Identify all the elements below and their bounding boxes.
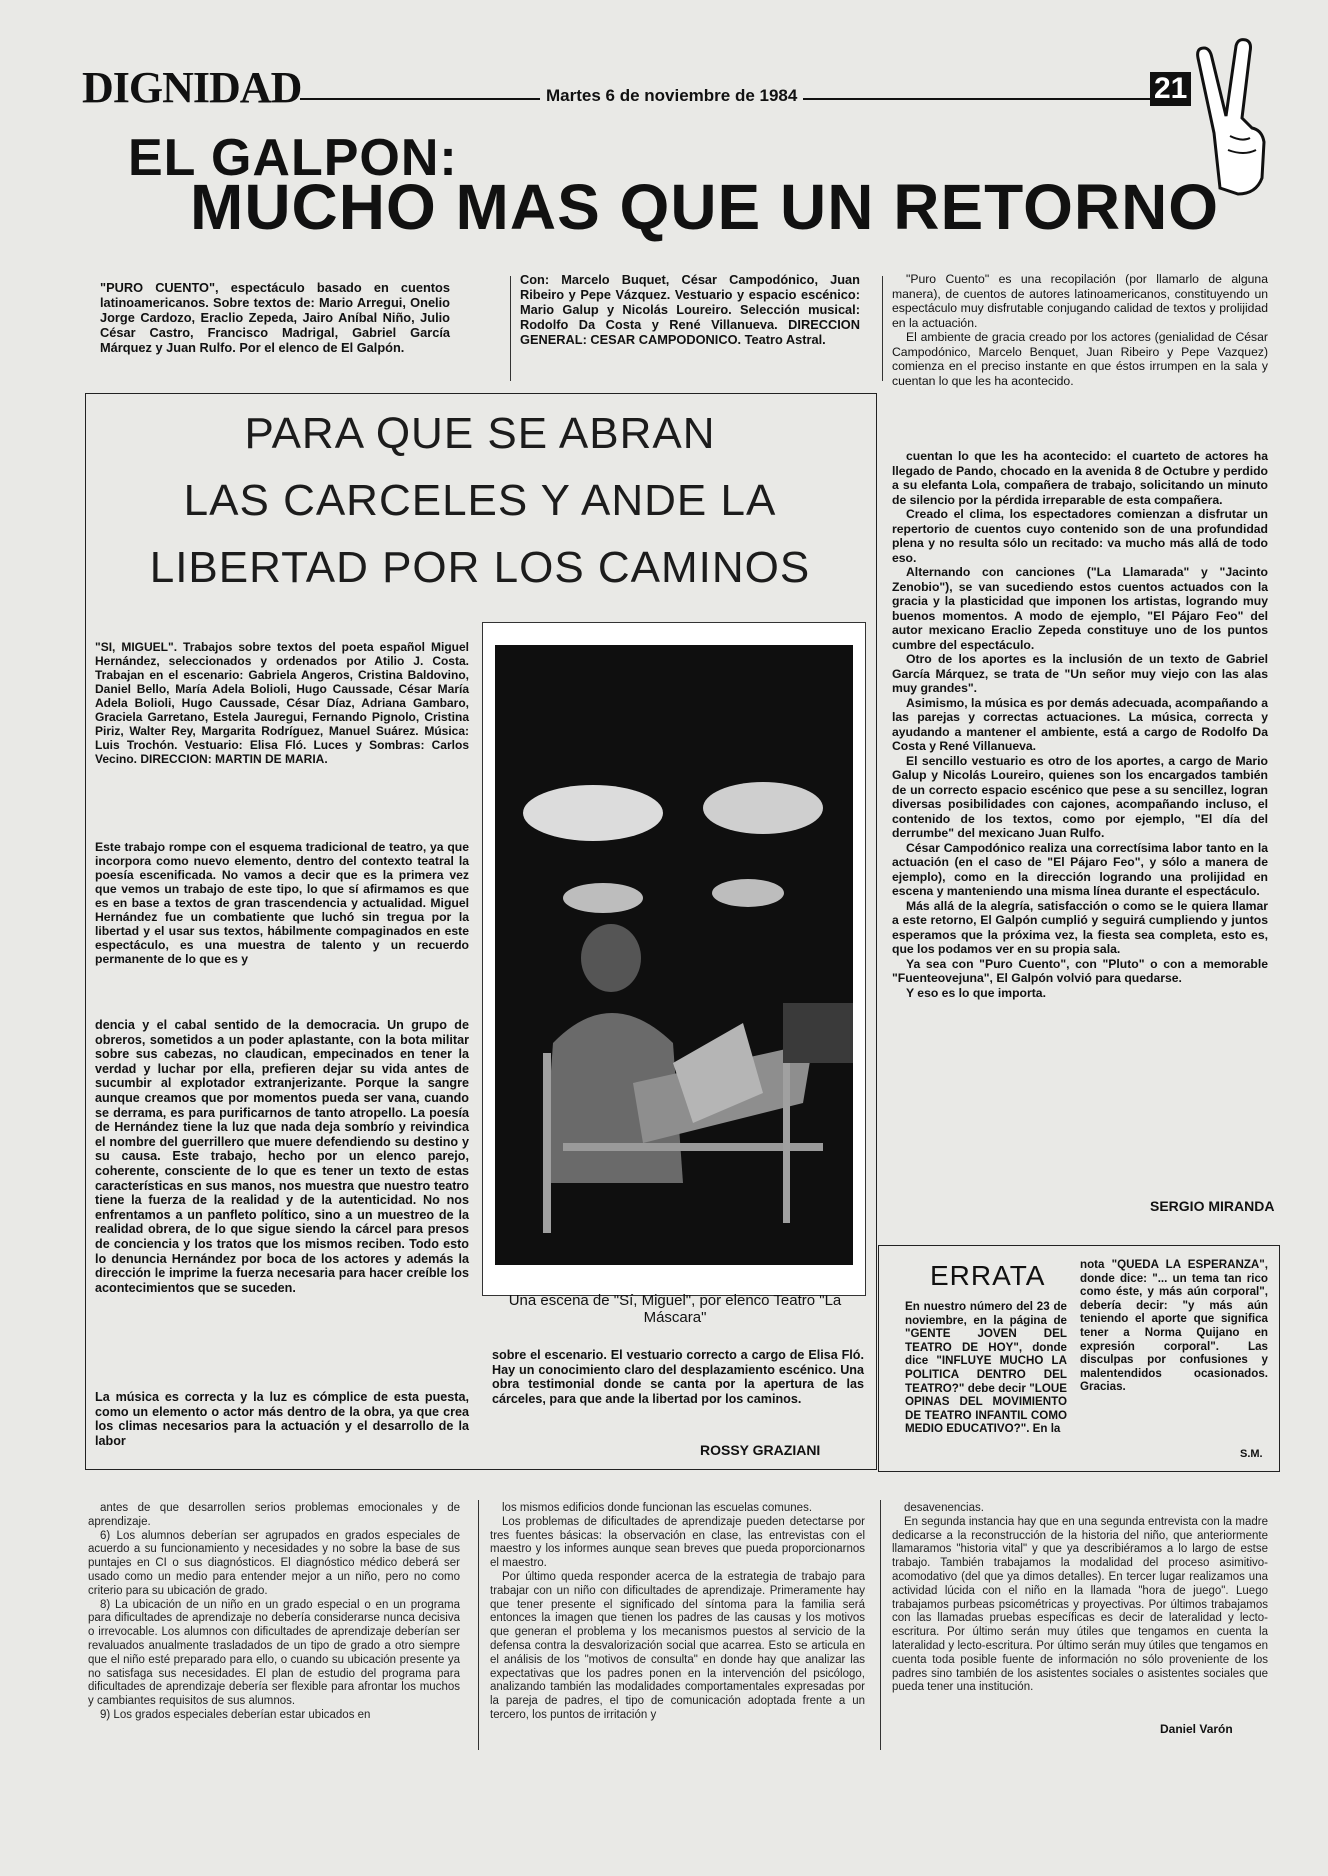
paragraph: Ya sea con "Puro Cuento", con "Pluto" o con a memorable "Fuenteovejuna", El Galpón volvió para quedarse. [892,956,1268,985]
paragraph: César Campodónico realiza una correctísima labor tanto en la actuación (en el caso de "El Pájaro Feo", y sólo a manera de ejemplo), como en la dirección logrando una prolijidad en escena y manteniendo una misma línea durante el espectáculo. [892,840,1268,898]
paragraph: 9) Los grados especiales deberían estar ubicados en [100,1708,371,1721]
newspaper-logo: DIGNIDAD [82,63,302,112]
stage-photo-image [483,623,865,1295]
photo-caption: Una escena de "Sí, Miguel", por elenco Teatro "La Máscara" [508,1292,842,1326]
lower-article-byline: Daniel Varón [1160,1722,1233,1736]
paragraph: 6) Los alumnos deberían ser agrupados en grados especiales de acuerdo a su funcionamiento y necesidades y no sobre la base de sus puntajes en CI o sus diagnósticos. El diagnóstico médico deberá ser usado como un medio para entender mejor a un niño, pero no como criterio para su ubicación de grado. [88,1529,460,1597]
paragraph: El ambiente de gracia creado por los actores (genialidad de César Campodónico, Marcelo Benquet, Juan Ribeiro y Pepe Vazquez) comienza en el preciso instante en que éstos irrumpen en la sala y cuentan lo que les ha acontecido. [892,330,1268,388]
boxed-article-body-top: Este trabajo rompe con el esquema tradicional de teatro, ya que incorpora como nuevo elemento, dentro del contexto teatral la poesía escenificada. No vamos a decir que es la primera vez que vemos un trabajo de este tipo, lo que sí afirmamos es que es en base a textos de gran trascendencia y actualidad. Miguel Hernández fue un combatiente que luchó sin tregua por la libertad y el usar sus textos, hábilmente compaginados en este espectáculo, es una muestra de talento y un recuerdo permanente de lo que es y [95,840,469,966]
paragraph: Y eso es lo que importa. [906,985,1046,1000]
review-column-top [892,272,1268,388]
review-intro: "PURO CUENTO", espectáculo basado en cuentos latinoamericanos. Sobre textos de: Mario Arregui, Onelio Jorge Cardozo, Eraclio Zepeda, Jairo Aníbal Niño, Julio César Castro, Francisco Madrigal, Gabriel García Márquez y Juan Rulfo. Por el elenco de El Galpón. [100,280,450,355]
boxed-article-body: dencia y el cabal sentido de la democracia. Un grupo de obreros, sometidos a un poder aplastante, con la bota militar sobre sus cabezas, no claudican, empecinados en tener la verdad y luchar por ella, prefieren dejar su vida antes de sucumbir al explotador extranjerizante. Porque la sangre aunque creamos que por momentos pueda ser vana, cuando se derrama, es para purificarnos de tanto atropello. La poesía de Hernández tiene la luz que nada deja sombrío y reivindica el nombre del guerrillero que muere defendiendo su destino y su causa. Este trabajo, hecho por un elenco parejo, coherente, consciente de lo que es tener un texto de estas características en sus manos, nos muestra que nuestro teatro tiene la fuerza de la realidad y de la autenticidad. No nos enfrentamos a un panfleto político, sino a un muestreo de la realidad obrera, de lo que sigue siendo la cárcel para presos de conciencia y los tratos que los mismos reciben. Todo esto lo denuncia Hernández por boca de los actores y además la dirección le imprime la fuerza necesaria para hacer creíble los acontecimientos que se suceden. [95,1018,469,1295]
lower-article-column-1 [88,1502,460,1723]
boxed-article-body-end: La música es correcta y la luz es cómplice de esta puesta, como un elemento o actor más dentro de la obra, ya que crea los climas necesarios para la actuación y el desarrollo de la labor [95,1390,469,1448]
headline-line: PARA QUE SE ABRAN [244,409,716,458]
headline-kicker: EL GALPON: [128,129,458,187]
paragraph: "Puro Cuento" es una recopilación (por llamarlo de alguna manera), de cuentos de autores latinoamericanos, constituyendo un espectáculo muy disfrutable conjugando calidad de textos y prolijidad en la actuación. [892,272,1268,330]
headline-line: LAS CARCELES Y ANDE LA [183,476,777,525]
review-column-main [892,449,1268,1000]
column-rule [478,1500,479,1750]
column-rule [880,1500,881,1750]
errata-text-right: nota "QUEDA LA ESPERANZA", donde dice: "... un tema tan rico como éste, y más aún corporal", debería decir: "y más aún teniendo el aporte que significa tener a Norma Quijano en expresión corporal". Las disculpas por confusiones y malentendidos ocasionados. Gracias. [1080,1258,1268,1394]
paragraph: desavenencias. [904,1502,984,1514]
paragraph: 8) La ubicación de un niño en un grado especial o en un programa para dificultades de aprendizaje no debería considerarse nunca decisiva o irrevocable. Los alumnos con dificultades de aprendizaje deberían ser revaluados anualmente trasladados de un tipo de grado a otro siempre que el niño esté preparado para ello, o cuando su ubicación presente ya no satisfaga sus necesidades. El plan de estudio del programa para dificultades de aprendizaje debería ser flexible para afrontar los muchos y cambiantes requisitos de sus alumnos. [88,1598,460,1708]
column-rule [510,276,511,381]
errata-title: ERRATA [930,1260,1046,1291]
page-number: 21 [1150,72,1191,106]
paragraph: Otro de los aportes es la inclusión de un texto de Gabriel García Márquez, se trata de "Un señor muy viejo con las alas muy grandes". [892,652,1268,695]
paragraph: El sencillo vestuario es otro de los aportes, a cargo de Mario Galup y Nicolás Loureiro, quienes son los encargados también de un correcto espacio escénico que pese a su sencillez, logran diversas posibilidades con cajones, acompañando incluso, el contenido de los textos, como por ejemplo, "El día del derrumbe" del mexicano Juan Rulfo. [892,753,1268,840]
lower-article-column-2 [490,1502,865,1723]
boxed-article-credits: "SI, MIGUEL". Trabajos sobre textos del poeta español Miguel Hernández, seleccionados y ordenados por Atilio J. Costa. Trabajan en el escenario: Gabriela Angeros, Cristina Baldovino, Daniel Bello, María Adela Bolioli, Hugo Caussade, César María Adela Bolioli, Hugo Caussade, César Díaz, Adriana Gambaro, Graciela Garretano, Estela Jauregui, Fernando Pignolo, Cristina Piriz, Walter Rey, Margarita Rodríguez, Manuel Suárez. Música: Luis Trochón. Vestuario: Elisa Fló. Luces y Sombras: Carlos Vecino. DIRECCION: MARTIN DE MARIA. [95,640,469,766]
paragraph: los mismos edificios donde funcionan las escuelas comunes. [502,1502,813,1514]
review-credits: Con: Marcelo Buquet, César Campodónico, Juan Ribeiro y Pepe Vázquez. Vestuario y espacio escénico: Mario Galup y Nicolás Loureiro. Selección musical: Rodolfo Da Costa y René Villanueva. DIRECCION GENERAL: CESAR CAMPODONICO. Teatro Astral. [520,272,860,347]
errata-signature: S.M. [1240,1448,1263,1460]
headline-line: LIBERTAD POR LOS CAMINOS [149,543,811,592]
paragraph: cuentan lo que les ha acontecido: el cuarteto de actores ha llegado de Pando, chocado en la avenida 8 de Octubre y perdido a su elefanta Lola, compañera de trabajo, solicitando un minuto de silencio por la pérdida irreparable de esta compañera. [892,449,1268,507]
lower-article-column-3 [892,1502,1268,1695]
paragraph: Por último queda responder acerca de la estrategia de trabajo para trabajar con un niño con dificultades de aprendizaje. Primeramente hay que tener presente el significado del síntoma para la familia será entonces la imagen que tienen los padres de las causas y los motivos que generan el problema y los mecanismos puestos al servicio de la defensa contra la desvalorización social que acarrea. Esto se articula en el análisis de los "motivos de consulta" en donde hay que analizar las expectativas que los padres ponen en la intervención del psicólogo, analizando también las modalidades comportamentales expresadas por la pareja de padres, el tipo de comunicación adoptada frente a un tercero, los puntos de irritación y [490,1570,865,1721]
stage-photo [482,622,866,1296]
paragraph: antes de que desarrollen serios problemas emocionales y de aprendizaje. [88,1502,460,1528]
paragraph: Más allá de la alegría, satisfacción o como se le quiera llamar a este retorno, El Galpón cumplió y seguirá cumpliendo y juntos esperamos que la próxima vez, la fiesta sea completa, esto es, que los podamos ver en su propia sala. [892,898,1268,956]
paragraph: Creado el clima, los espectadores comienzan a disfrutar un repertorio de cuentos cuyo contenido son de una profundidad plena y no resulta sólo un recitado: va mucho más allá de todo eso. [892,507,1268,565]
review-byline: SERGIO MIRANDA [1150,1198,1275,1214]
paragraph: Asimismo, la música es por demás adecuada, acompañando a las parejas y correctas actuaciones. La música, correcta y ayudando a mantener el ambiente, está a cargo de Rodolfo Da Costa y René Villanueva. [892,695,1268,753]
boxed-article-headline [95,400,865,601]
paragraph: En segunda instancia hay que en una segunda entrevista con la madre dedicarse a la reconstrucción de la historia del niño, que anteriormente llamaramos "historia vital" y que ya describiéramos a lo largo de estse trabajo. También trabajamos la modalidad del proceso asimitivo-acomodativo (del que ya dimos detalles). En tercer lugar realizamos una actividad lúcida con el niño en la llamada "hora de juego". Luego trabajamos purbeas psicométricas y proyectivas. Por últimos trabajamos con las llamadas pruebas específicas es decir de lateralidad y lecto-escritura. Por último serán muy útiles que tengamos en cuenta la lateralidad y lecto-escritura. Por último serán muy útiles que tengamos en cuenta toda posible fuente de información no sólo proveniente de los padres sino también de los asistentes sociales o asistentes sociales que pueda tener una institución. [892,1515,1268,1694]
page-headline: MUCHO MAS QUE UN RETORNO [190,171,1220,243]
boxed-article-closing: sobre el escenario. El vestuario correcto a cargo de Elisa Fló. Hay un conocimiento claro del desplazamiento escénico. Una obra testimonial donde se canta por la apertura de las cárceles, para que ande la libertad por los caminos. [492,1348,864,1406]
paragraph: Alternando con canciones ("La Llamarada" y "Jacinto Zenobio"), se van sucediendo estos cuentos actuados con la gracia y la plasticidad que imponen los artistas, logrando muy buenos momentos. A modo de ejemplo, "El Pájaro Feo" del autor mexicano Eraclio Zepeda constituye uno de los puntos cumbre del espectáculo. [892,565,1268,652]
issue-date: Martes 6 de noviembre de 1984 [540,86,803,106]
paragraph: Los problemas de dificultades de aprendizaje pueden detectarse por tres fuentes básicas: la observación en clase, las entrevistas con el maestro y los informes aunque sean breves que pueda proporcionarnos el maestro. [490,1515,865,1570]
boxed-article-byline: ROSSY GRAZIANI [700,1442,821,1458]
errata-text-left: En nuestro número del 23 de noviembre, en la página de "GENTE JOVEN DEL TEATRO DE HOY", donde dice "INFLUYE MUCHO LA POLITICA DENTRO DEL TEATRO?" debe decir "LOUE OPINAS DEL MOVIMIENTO DE TEATRO INFANTIL COMO MEDIO EDUCATIVO?". En la [905,1300,1067,1436]
column-rule [882,276,883,381]
